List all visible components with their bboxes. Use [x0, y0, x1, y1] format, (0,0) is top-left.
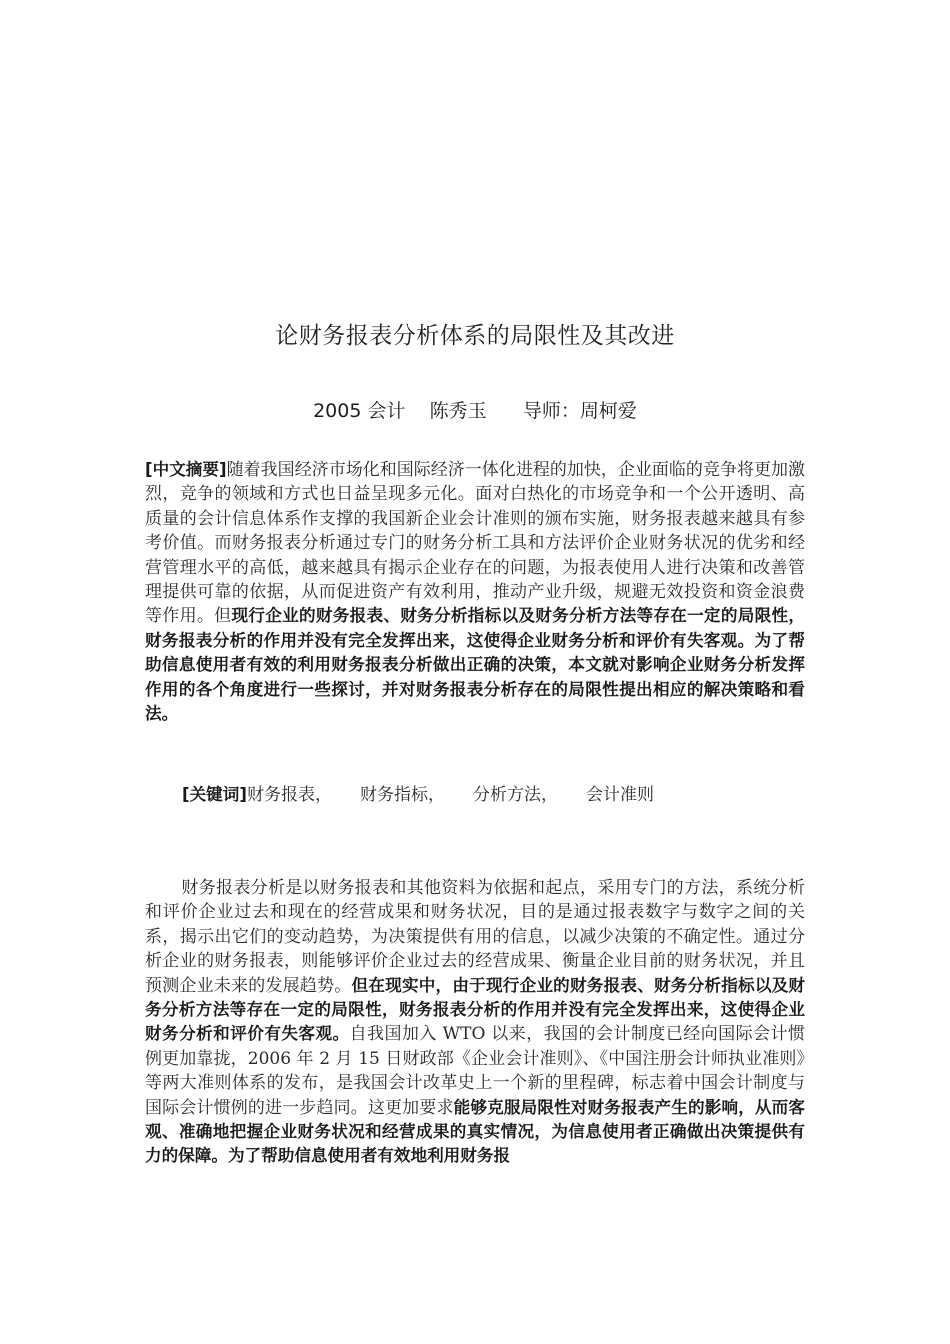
keyword-item: 分析方法，	[472, 785, 558, 805]
byline-author: 陈秀玉	[429, 400, 487, 422]
abstract-label: [中文摘要]	[145, 460, 227, 479]
keyword-item: 财务报表，	[246, 785, 332, 805]
abstract-text: 随着我国经济市场化和国际经济一体化进程的加快，企业面临的竞争将更加激烈，竞争的领域和方式也日益呈现多元化。面对白热化的市场竞争和一个公开透明、高质量的会计信息体系作支撑的我国新企业会计准则的颁布实施，财务报表越来越具有参考价值。而财务报表分析通过专门的财务分析工具和方法评价企业财务状况的优劣和经营管理水平的高低，越来越具有揭示企业存在的问题，为报表使用人进行决策和改善管理提供可靠的依据，从而促进资产有效利用，推动产业升级，规避无效投资和资金浪费等作用。但	[145, 460, 806, 627]
keyword-item: 会计准则	[585, 785, 654, 805]
body-text-bold: 但在现实中，由于现行企业的财务报表、财务分析指标以及财务分析方法等存在一定的局限性，财务报表分析的作用并没有完全发挥出来，这使得企业财务分析和评价有失客观。	[145, 975, 806, 1044]
body-text-bold: 能够克服局限性对财务报表产生的影响，从而客观、准确地把握企业财务状况和经营成果的真实情况，为信息使用者正确做出决策提供有力的保障。为了帮助信息使用者有效地利用财务报	[145, 1097, 806, 1166]
abstract-text-bold: 现行企业的财务报表、财务分析指标以及财务分析方法等存在一定的局限性，财务报表分析的作用并没有完全发挥出来，这使得企业财务分析和评价有失客观。为了帮助信息使用者有效的利用财务报表分析做出正确的决策，本文就对影响企业财务分析发挥作用的各个角度进行一些探讨，并对财务报表分析存在的局限性提出相应的解决策略和看法。	[145, 606, 806, 724]
keywords-line	[182, 782, 822, 808]
keyword-item: 财务指标，	[359, 785, 445, 805]
abstract-paragraph	[145, 458, 805, 726]
byline-class: 2005 会计	[313, 400, 406, 422]
keywords-label: [关键词]	[182, 785, 247, 804]
page-title: 论财务报表分析体系的局限性及其改进	[275, 323, 675, 349]
body-text: 财务报表分析是以财务报表和其他资料为依据和起点，采用专门的方法，系统分析和评价企业过去和现在的经营成果和财务状况，目的是通过报表数字与数字之间的关系，揭示出它们的变动趋势，为决策提供有用的信息，以减少决策的不确定性。通过分析企业的财务报表，则能够评价企业过去的经营成果、衡量企业目前的财务状况，并且预测企业未来的发展趋势。	[145, 878, 805, 996]
byline-advisor: 导师：周柯爱	[522, 400, 637, 422]
body-text: 自我国加入 WTO 以来，我国的会计制度已经向国际会计惯例更加靠拢，2006 年 2 月 15 日财政部《企业会计准则》、《中国注册会计师执业准则》等两大准则体系的发布，是我国会计改革史上一个新的里程碑，标志着中国会计制度与国际会计惯例的进一步趋同。这更加要求	[145, 1024, 805, 1118]
author-byline	[0, 396, 950, 426]
body-paragraph	[145, 876, 805, 1169]
